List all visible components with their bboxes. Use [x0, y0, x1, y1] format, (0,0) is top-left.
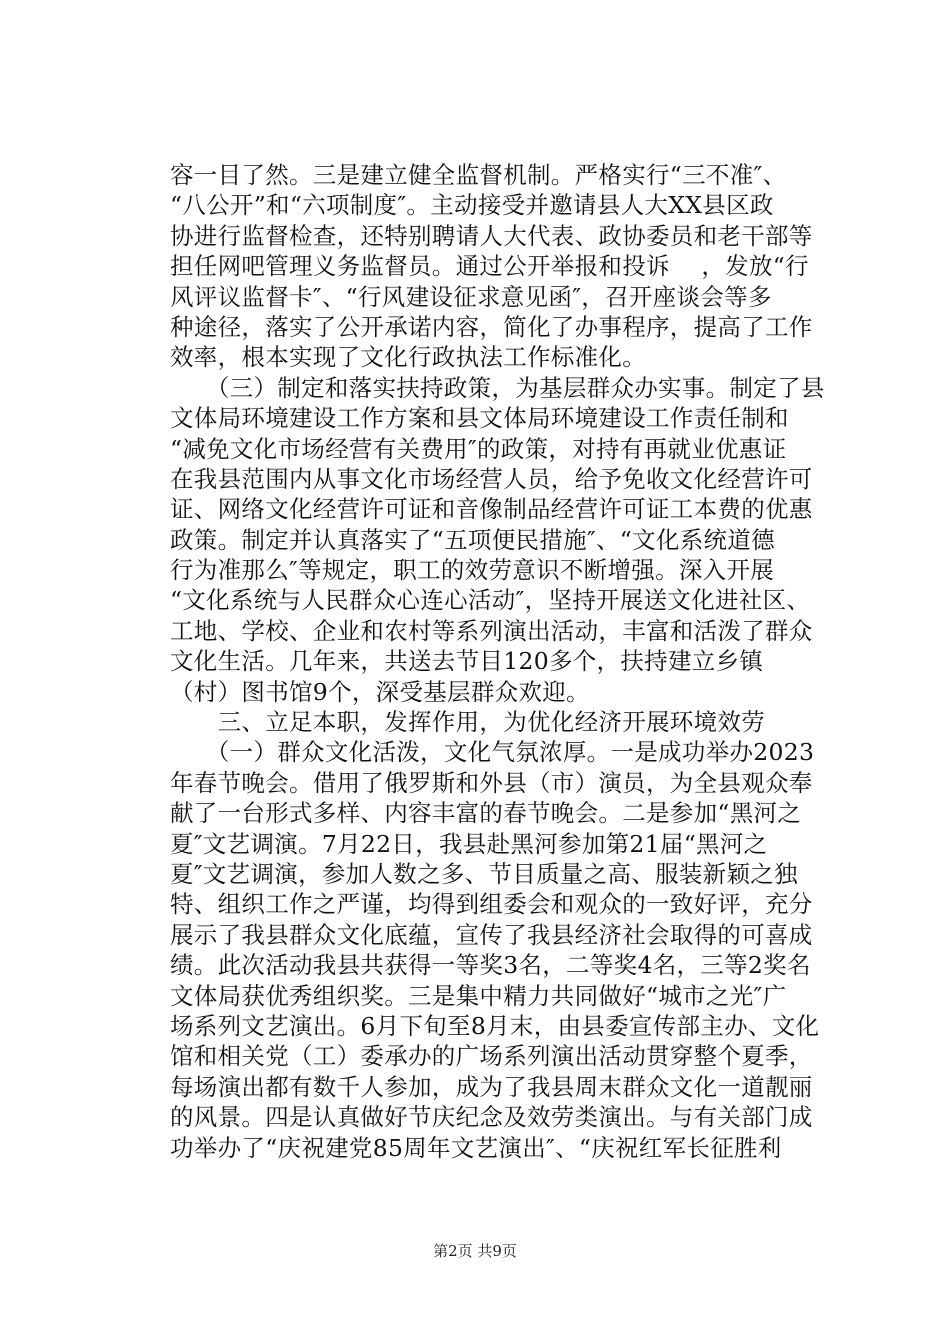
text-line: 文体局环境建设工作方案和县文体局环境建设工作责任制和 [170, 404, 789, 433]
text-line: 夏″文艺调演，参加人数之多、节目质量之高、服装新颖之独 [170, 859, 798, 888]
text-line: “八公开”和“六项制度″。主动接受并邀请县人大XX县区政 [170, 191, 774, 220]
text-line: 年春节晚会。借用了俄罗斯和外县（市）演员，为全县观众奉 [170, 768, 813, 797]
text-line: 绩。此次活动我县共获得一等奖3名，二等奖4名，三等2奖名 [170, 951, 811, 980]
text-line: 文体局获优秀组织奖。三是集中精力共同做好“城市之光″广 [170, 981, 787, 1010]
text-line: “文化系统与人民群众心连心活动″，坚持开展送文化进社区、 [170, 586, 811, 615]
text-line: 特、组织工作之严谨，均得到组委会和观众的一致好评，充分 [170, 890, 813, 919]
text-line: 每场演出都有数千人参加，成为了我县周末群众文化一道靓丽 [170, 1072, 813, 1101]
text-line: 场系列文艺演出。6月下旬至8月末，由县委宣传部主办、文化 [170, 1011, 820, 1040]
text-line: 献了一台形式多样、内容丰富的春节晚会。二是参加“黑河之 [170, 799, 802, 828]
text-line: 行为准那么″等规定，职工的效劳意识不断增强。深入开展 [170, 556, 775, 585]
text-line: 效率，根本实现了文化行政执法工作标准化。 [170, 343, 646, 372]
text-line: （一）群众文化活泼，文化气氛浓厚。一是成功举办2023 [170, 738, 815, 767]
document-body [170, 160, 825, 1163]
text-line: 政策。制定并认真落实了“五项便民措施″、“文化系统道德 [170, 525, 775, 554]
page-footer: 第2页 共9页 [433, 1242, 517, 1260]
text-line: “减免文化市场经营有关费用″的政策，对持有再就业优惠证 [170, 434, 787, 463]
text-line: 馆和相关党（工）委承办的广场系列演出活动贯穿整个夏季， [170, 1042, 813, 1071]
text-line: 夏″文艺调演。7月22日，我县赴黑河参加第21届“黑河之 [170, 829, 768, 858]
text-line: （村）图书馆9个，深受基层群众欢迎。 [170, 677, 590, 706]
text-line: 在我县范围内从事文化市场经营人员，给予免收文化经营许可 [170, 464, 813, 493]
text-line: 种途径，落实了公开承诺内容，简化了办事程序，提高了工作 [170, 312, 813, 341]
text-line: 担任网吧管理义务监督员。通过公开举报和投诉 ，发放“行 [170, 252, 809, 281]
text-line: 功举办了“庆祝建党85周年文艺演出″、“庆祝红军长征胜利 [170, 1133, 782, 1162]
text-line: 的风景。四是认真做好节庆纪念及效劳类演出。与有关部门成 [170, 1103, 813, 1132]
section-heading: 三、立足本职，发挥作用，为优化经济开展环境效劳 [170, 708, 765, 737]
text-line: 证、网络文化经营许可证和音像制品经营许可证工本费的优惠 [170, 495, 813, 524]
text-line: 工地、学校、企业和农村等系列演出活动，丰富和活泼了群众 [170, 616, 813, 645]
text-line: 文化生活。几年来，共送去节目120多个，扶持建立乡镇 [170, 647, 764, 676]
text-line: 展示了我县群众文化底蕴，宣传了我县经济社会取得的可喜成 [170, 920, 813, 949]
text-line: （三）制定和落实扶持政策，为基层群众办实事。制定了县 [170, 373, 825, 402]
text-line: 协进行监督检查，还特别聘请人大代表、政协委员和老干部等 [170, 221, 813, 250]
text-line: 容一目了然。三是建立健全监督机制。严格实行“三不准″、 [170, 161, 787, 189]
text-line: 风评议监督卡″、“行风建设征求意见函″，召开座谈会等多 [170, 282, 772, 311]
